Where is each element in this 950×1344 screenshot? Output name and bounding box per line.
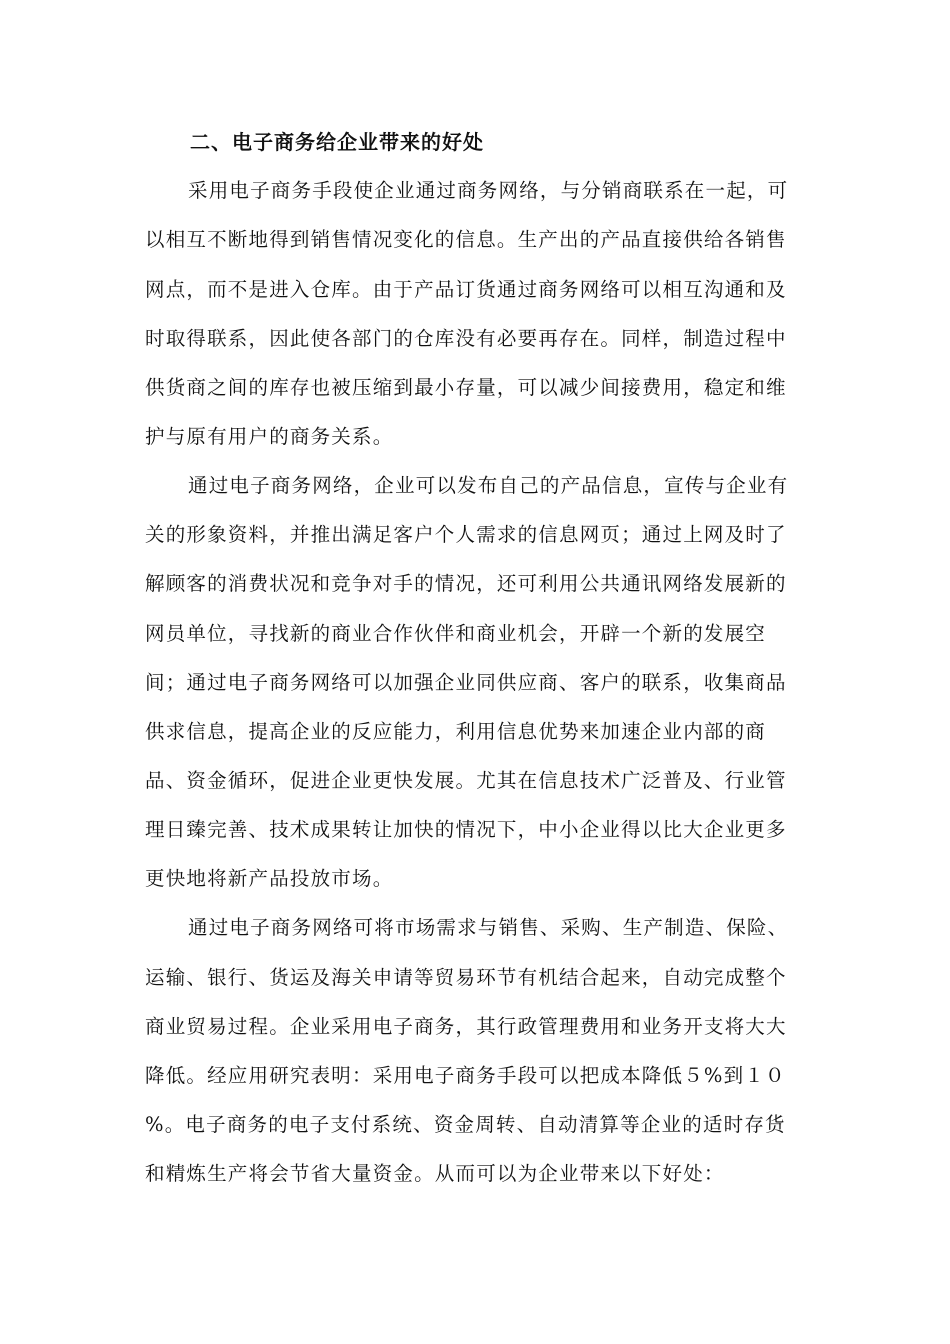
- paragraph-3-line-5: %。电子商务的电子支付系统、资金周转、自动清算等企业的适时存货: [145, 1113, 786, 1136]
- section-heading: 二、电子商务给企业带来的好处: [190, 130, 484, 154]
- paragraph-2-line-1: 通过电子商务网络，企业可以发布自己的产品信息，宣传与企业有: [188, 474, 789, 497]
- paragraph-3-line-3: 商业贸易过程。企业采用电子商务，其行政管理费用和业务开支将大大: [145, 1015, 787, 1038]
- paragraph-2-line-2: 关的形象资料，并推出满足客户个人需求的信息网页；通过上网及时了: [145, 523, 787, 546]
- paragraph-2-line-6: 供求信息，提高企业的反应能力，利用信息优势来加速企业内部的商: [145, 720, 767, 743]
- paragraph-2-line-5: 间；通过电子商务网络可以加强企业同供应商、客户的联系，收集商品: [145, 671, 787, 694]
- paragraph-1-line-3: 网点，而不是进入仓库。由于产品订货通过商务网络可以相互沟通和及: [145, 278, 787, 301]
- paragraph-3-line-6: 和精炼生产将会节省大量资金。从而可以为企业带来以下好处：: [145, 1162, 725, 1185]
- paragraph-2-line-8: 理日臻完善、技术成果转让加快的情况下，中小企业得以比大企业更多: [145, 818, 787, 841]
- paragraph-1-line-6: 护与原有用户的商务关系。: [145, 425, 394, 448]
- paragraph-3-line-4: 降低。经应用研究表明：采用电子商务手段可以把成本降低５%到１０: [145, 1064, 786, 1087]
- paragraph-1-line-5: 供货商之间的库存也被压缩到最小存量，可以减少间接费用，稳定和维: [145, 376, 787, 399]
- paragraph-2-line-4: 网员单位，寻找新的商业合作伙伴和商业机会，开辟一个新的发展空: [145, 622, 767, 645]
- paragraph-2-line-7: 品、资金循环，促进企业更快发展。尤其在信息技术广泛普及、行业管: [145, 769, 787, 792]
- paragraph-3-line-1: 通过电子商务网络可将市场需求与销售、采购、生产制造、保险、: [188, 916, 789, 939]
- paragraph-2-line-3: 解顾客的消费状况和竞争对手的情况，还可利用公共通讯网络发展新的: [145, 572, 787, 595]
- paragraph-1-line-4: 时取得联系，因此使各部门的仓库没有必要再存在。同样，制造过程中: [145, 327, 787, 350]
- paragraph-3-line-2: 运输、银行、货运及海关申请等贸易环节有机结合起来，自动完成整个: [145, 966, 787, 989]
- paragraph-1-line-1: 采用电子商务手段使企业通过商务网络，与分销商联系在一起，可: [188, 179, 789, 202]
- paragraph-2-line-9: 更快地将新产品投放市场。: [145, 867, 394, 890]
- paragraph-1-line-2: 以相互不断地得到销售情况变化的信息。生产出的产品直接供给各销售: [145, 228, 787, 251]
